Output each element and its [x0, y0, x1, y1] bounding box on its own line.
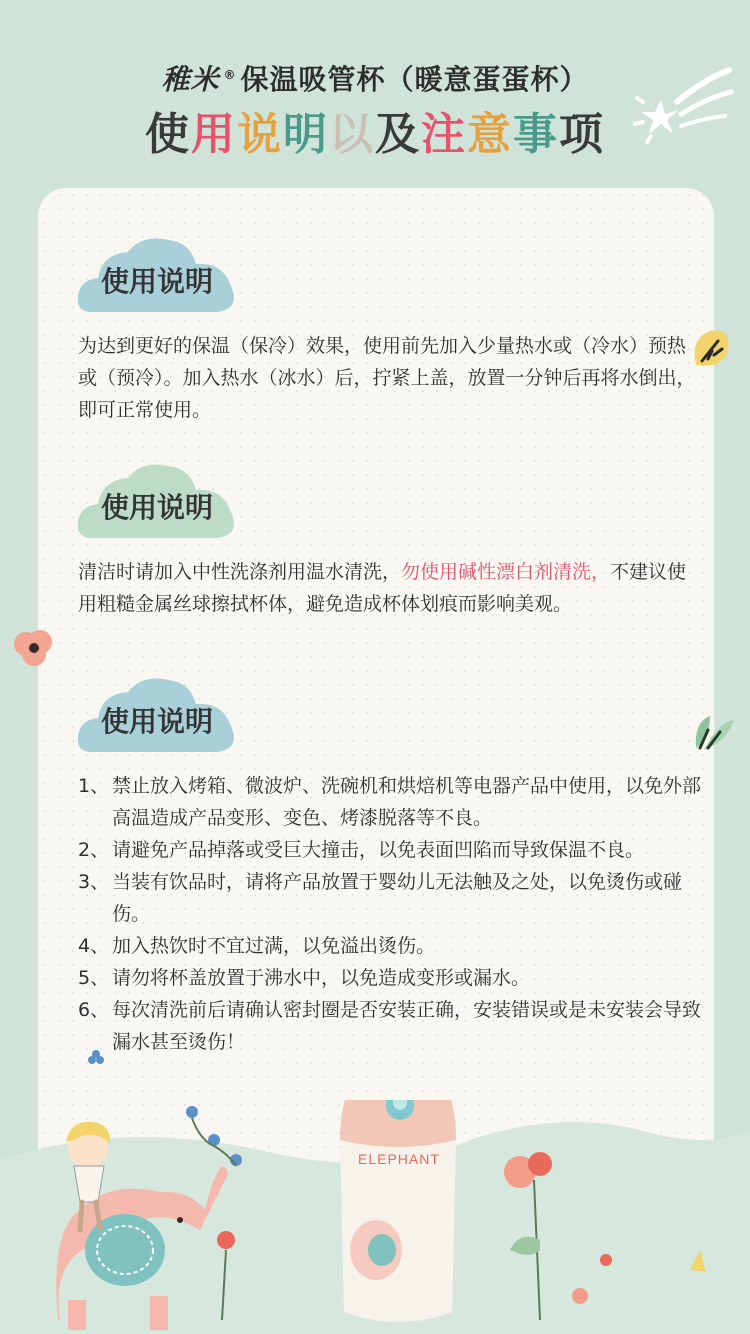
- precautions-list: [78, 770, 703, 1058]
- title-char: 及: [375, 109, 421, 160]
- green-leaves-icon: [690, 708, 738, 754]
- section-heading-cloud: [72, 668, 242, 768]
- cleaning-instructions-text: [78, 556, 698, 620]
- list-item: [78, 930, 703, 962]
- bottom-illustration: [0, 1100, 750, 1334]
- item-number: 5、: [78, 967, 110, 989]
- title-char: 事: [513, 109, 559, 160]
- title-char: 说: [237, 109, 283, 160]
- title-char: 以: [329, 109, 375, 160]
- pink-flower-icon: [8, 624, 58, 670]
- list-item: [78, 770, 703, 834]
- title-char: 用: [191, 109, 237, 160]
- title-char: 项: [559, 109, 605, 160]
- item-text: 每次清洗前后请确认密封圈是否安装正确，安装错误或是未安装会导致漏水甚至烫伤！: [112, 999, 702, 1053]
- cup-label: ELEPHANT: [358, 1151, 440, 1167]
- item-number: 4、: [78, 935, 110, 957]
- item-text: 请勿将杯盖放置于沸水中，以免造成变形或漏水。: [112, 967, 531, 989]
- item-text: 请避免产品掉落或受巨大撞击，以免表面凹陷而导致保温不良。: [112, 839, 645, 861]
- registered-mark: ®: [223, 67, 237, 82]
- list-item: [78, 834, 703, 866]
- yellow-leaf-icon: [688, 325, 734, 375]
- brand-logo: 稚米: [161, 63, 220, 96]
- section-heading: 使用说明: [100, 265, 213, 298]
- item-number: 6、: [78, 999, 110, 1021]
- small-blue-flower-icon: [86, 1048, 106, 1068]
- shooting-star-icon: [625, 62, 735, 152]
- title-char: 意: [467, 109, 513, 160]
- section-heading-cloud: [72, 454, 242, 554]
- title-char: 使: [145, 109, 191, 160]
- product-name: 保温吸管杯（暖意蛋蛋杯）: [240, 63, 589, 96]
- item-text: 加入热饮时不宜过满，以免溢出烫伤。: [112, 935, 436, 957]
- cleaning-text-before: 清洁时请加入中性洗涤剂用温水清洗，: [78, 561, 402, 583]
- list-item: [78, 994, 703, 1058]
- section-heading: 使用说明: [100, 705, 213, 738]
- list-item: [78, 866, 703, 930]
- item-number: 3、: [78, 871, 110, 893]
- section-heading-cloud: [72, 228, 242, 328]
- cleaning-warning-text: 勿使用碱性漂白剂清洗，: [401, 561, 611, 583]
- title-char: 明: [283, 109, 329, 160]
- title-char: 注: [421, 109, 467, 160]
- cleaning-text-after: 不建议使用粗糙金属丝球擦拭杯体，避免造成杯体划痕而影响美观。: [78, 561, 687, 615]
- usage-instructions-text: 为达到更好的保温（保冷）效果，使用前先加入少量热水或（冷水）预热或（预冷）。加入热水（冰水）后，拧紧上盖，放置一分钟后再将水倒出，即可正常使用。: [78, 335, 696, 421]
- item-number: 1、: [78, 775, 110, 797]
- item-text: 当装有饮品时，请将产品放置于婴幼儿无法触及之处，以免烫伤或碰伤。: [112, 871, 683, 925]
- item-number: 2、: [78, 839, 110, 861]
- list-item: [78, 962, 703, 994]
- item-text: 禁止放入烤箱、微波炉、洗碗机和烘焙机等电器产品中使用，以免外部高温造成产品变形、变色、烤漆脱落等不良。: [112, 775, 702, 829]
- section-heading: 使用说明: [100, 491, 213, 524]
- cup-illustration: [340, 1100, 456, 1322]
